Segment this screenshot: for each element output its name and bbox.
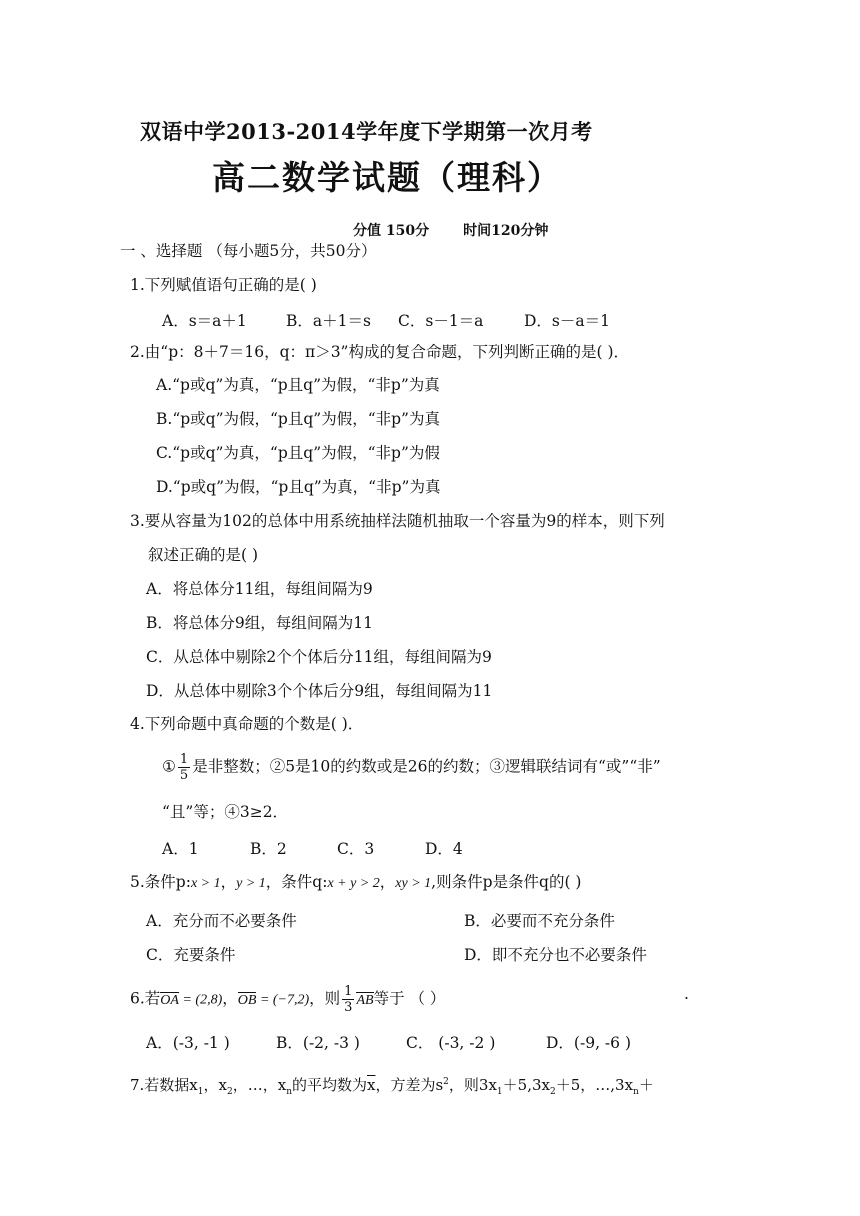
- q7-sup2: 2: [443, 1077, 449, 1087]
- q5-stem: [130, 872, 581, 894]
- q3-stem-line1: 3.要从容量为102的总体中用系统抽样法随机抽取一个容量为9的样本，则下列: [130, 512, 665, 530]
- score-text: 分值 150分: [353, 223, 430, 239]
- q7-text6: ，则3x: [448, 1076, 497, 1094]
- vector-ob: OB: [237, 992, 257, 1008]
- school-exam-line: 双语中学2013-2014学年度下学期第一次月考: [140, 119, 593, 144]
- q4-stem: 4.下列命题中真命题的个数是( )．: [130, 715, 364, 733]
- q6-sep: ，: [222, 989, 238, 1008]
- q1-option-c: C．s－1＝a: [398, 312, 484, 330]
- q6-option-b: B．(-2, -3 ): [276, 1034, 360, 1052]
- q7-text2: ，x: [203, 1076, 227, 1094]
- q2-option-b: B.“p或q”为假，“p且q”为假，“非p”为真: [156, 410, 440, 428]
- q7-stem: [130, 1072, 654, 1102]
- q3-stem-line2: 叙述正确的是( ): [148, 546, 259, 564]
- q6-then: ，则: [309, 989, 341, 1008]
- q5-option-d: D．即不充分也不必要条件: [464, 946, 647, 964]
- q7-text5: ，方差为s: [375, 1076, 444, 1094]
- q4-option-c: C．3: [337, 840, 375, 858]
- q7-sub-t2: 2: [549, 1087, 556, 1097]
- q7-text9: ＋: [638, 1076, 654, 1094]
- fraction-one-third: [342, 984, 354, 1015]
- vector-ab: AB: [356, 992, 374, 1008]
- condition-x-gt-1: x > 1: [190, 876, 221, 891]
- vector-oa: OA: [160, 992, 179, 1008]
- q6-prefix: 6.若: [130, 989, 161, 1008]
- q4-option-b: B．2: [250, 840, 287, 858]
- q3-option-a: A．将总体分11组，每组间隔为9: [146, 580, 373, 598]
- q6-trailing-dot: .: [684, 985, 689, 1003]
- q6-option-c: C． (-3, -2 ): [406, 1034, 496, 1052]
- q4-option-d: D．4: [425, 840, 463, 858]
- vector-ob-value: = (−7,2): [256, 992, 310, 1008]
- section-heading: 一 、选择题 （每小题5分，共50分）: [120, 242, 377, 260]
- q6-option-d: D．(-9, -6 ): [546, 1034, 632, 1052]
- q7-text1: 7.若数据x: [130, 1076, 198, 1094]
- condition-product-gt-1: xy > 1: [395, 876, 432, 891]
- q4-items-line2: “且”等；④3≥2．: [162, 803, 289, 821]
- q6-stem: [130, 984, 445, 1015]
- q7-subn: n: [286, 1087, 292, 1097]
- q5-option-c: C．充要条件: [146, 946, 236, 964]
- q1-option-b: B．a＋1＝s: [286, 312, 371, 330]
- q5-sep1: ，: [220, 873, 237, 891]
- vector-oa-value: = (2,8): [178, 992, 223, 1008]
- q7-sub-t1: 1: [496, 1087, 503, 1097]
- q5-mid: ，条件q:: [265, 873, 328, 891]
- circled-one: ①: [162, 757, 176, 776]
- q7-text4: 的平均数为: [291, 1076, 367, 1094]
- fraction-denominator: 3: [344, 1000, 353, 1015]
- q4-items-text: 是非整数；②5是10的约数或是26的约数；③逻辑联结词有“或”“非”: [192, 757, 661, 776]
- time-text: 时间120分钟: [463, 223, 549, 239]
- q5-option-a: A．充分而不必要条件: [146, 912, 297, 930]
- q6-suffix: 等于 （ ）: [373, 989, 446, 1008]
- condition-y-gt-1: y > 1: [236, 876, 266, 891]
- q7-sub2: 2: [226, 1087, 233, 1097]
- q7-text3: ，…，x: [232, 1076, 287, 1094]
- q7-sub1: 1: [197, 1087, 204, 1097]
- q3-option-d: D．从总体中剔除3个个体后分9组，每组间隔为11: [146, 682, 493, 700]
- q2-option-d: D.“p或q”为假，“p且q”为真，“非p”为真: [156, 478, 441, 496]
- q1-option-a: A．s＝a＋1: [162, 312, 247, 330]
- q5-sep2: ，: [379, 873, 396, 891]
- q4-items-line1: [162, 752, 661, 783]
- q3-option-c: C．从总体中剔除2个个体后分11组，每组间隔为9: [146, 648, 492, 666]
- q7-text7: ＋5,3x: [502, 1076, 550, 1094]
- q7-text8: ＋5，…,3x: [555, 1076, 634, 1094]
- q3-option-b: B．将总体分9组，每组间隔为11: [146, 614, 373, 632]
- score-time-line: [353, 220, 548, 240]
- fraction-denominator: 5: [179, 768, 189, 783]
- q2-option-a: A.“p或q”为真，“p且q”为假，“非p”为真: [156, 376, 440, 394]
- q1-option-d: D．s－a＝1: [524, 312, 610, 330]
- fraction-numerator: 1: [344, 984, 353, 999]
- q7-sub-tn: n: [633, 1087, 639, 1097]
- mean-x-bar: $\overline{x}$: [367, 1076, 376, 1094]
- q2-option-c: C.“p或q”为真，“p且q”为假，“非p”为假: [156, 444, 440, 462]
- q1-stem: 1.下列赋值语句正确的是( ): [130, 276, 317, 294]
- q4-option-a: A．1: [162, 840, 199, 858]
- q2-stem: 2.由“p：8＋7＝16，q：π＞3”构成的复合命题，下列判断正确的是( )．: [130, 343, 629, 361]
- q5-prefix: 5.条件p:: [130, 873, 191, 891]
- fraction-one-fifth: [178, 752, 190, 783]
- q5-option-b: B．必要而不充分条件: [464, 912, 615, 930]
- condition-sum-gt-2: x + y > 2: [327, 876, 380, 891]
- fraction-numerator: 1: [179, 752, 189, 767]
- q5-suffix: ,则条件p是条件q的( ): [431, 873, 582, 891]
- q6-option-a: A．(-3, -1 ): [146, 1034, 230, 1052]
- page-title: 高二数学试题（理科）: [212, 158, 562, 197]
